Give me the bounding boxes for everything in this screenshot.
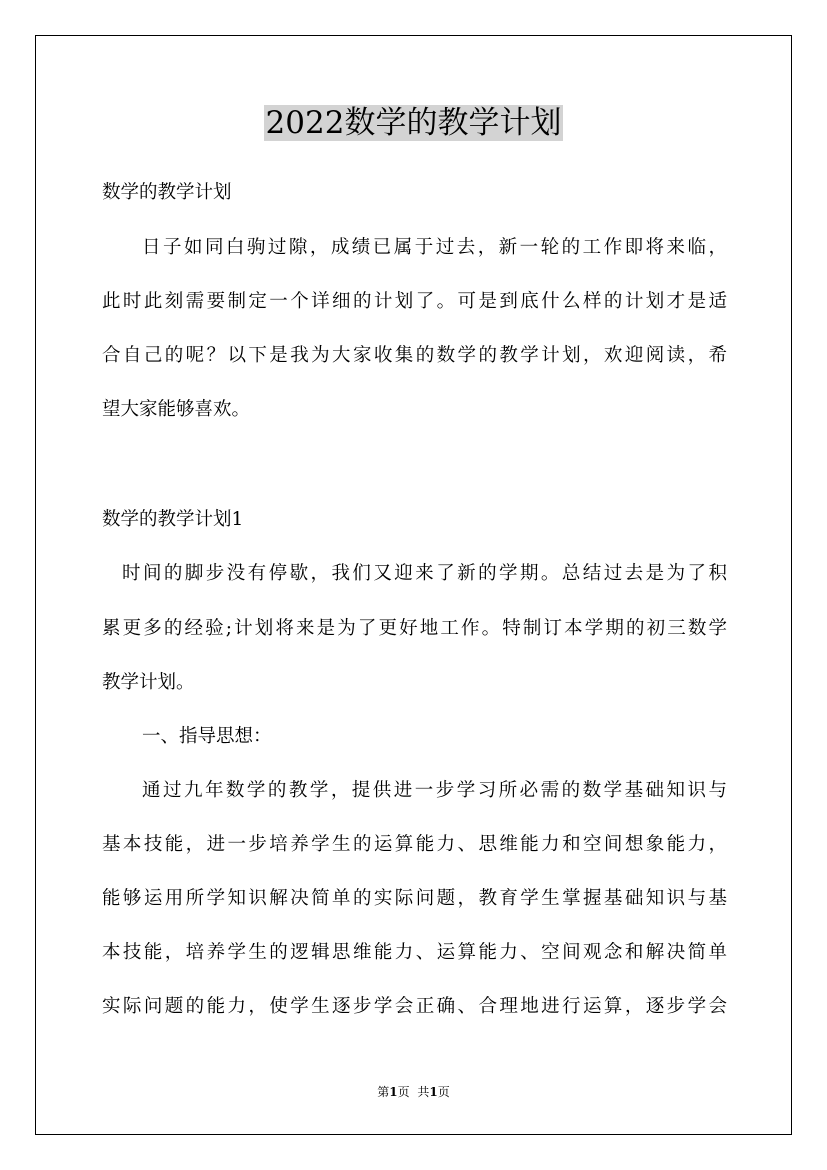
intro-line-4: 望大家能够喜欢。 [102,399,251,420]
guideline-line-3: 能够运用所学知识解决简单的实际问题，教育学生掌握基础知识与基 [102,888,727,909]
document-subtitle: 数学的教学计划 [102,182,232,203]
footer-total-prefix: 共 [417,1085,430,1099]
footer-page-prefix: 第 [377,1085,390,1099]
footer-page-suffix: 页 [397,1085,410,1099]
section1-line-1: 时间的脚步没有停歇，我们又迎来了新的学期。总结过去是为了积 [122,563,727,584]
footer-total-number: 1 [429,1085,438,1099]
guideline-line-5: 实际问题的能力，使学生逐步学会正确、合理地进行运算，逐步学会 [102,996,727,1017]
guideline-heading: 一、指导思想： [142,726,272,747]
guideline-line-2: 基本技能，进一步培养学生的运算能力、思维能力和空间想象能力， [102,834,727,855]
intro-line-1: 日子如同白驹过隙，成绩已属于过去，新一轮的工作即将来临， [142,237,727,258]
guideline-line-1: 通过九年数学的教学，提供进一步学习所必需的数学基础知识与 [142,780,727,801]
footer-total-suffix: 页 [437,1085,450,1099]
guideline-line-4: 本技能，培养学生的逻辑思维能力、运算能力、空间观念和解决简单 [102,942,727,963]
section1-line-2: 累更多的经验;计划将来是为了更好地工作。特制订本学期的初三数学 [102,618,727,639]
page-footer [0,1083,827,1101]
document-title [0,102,827,144]
footer-page-number: 1 [389,1085,398,1099]
intro-line-2: 此时此刻需要制定一个详细的计划了。可是到底什么样的计划才是适 [102,291,727,312]
document-title-text: 2022数学的教学计划 [265,105,562,141]
section1-heading: 数学的教学计划1 [102,509,244,530]
intro-line-3: 合自己的呢？以下是我为大家收集的数学的教学计划，欢迎阅读，希 [102,345,727,366]
section1-line-3: 教学计划。 [102,672,195,693]
